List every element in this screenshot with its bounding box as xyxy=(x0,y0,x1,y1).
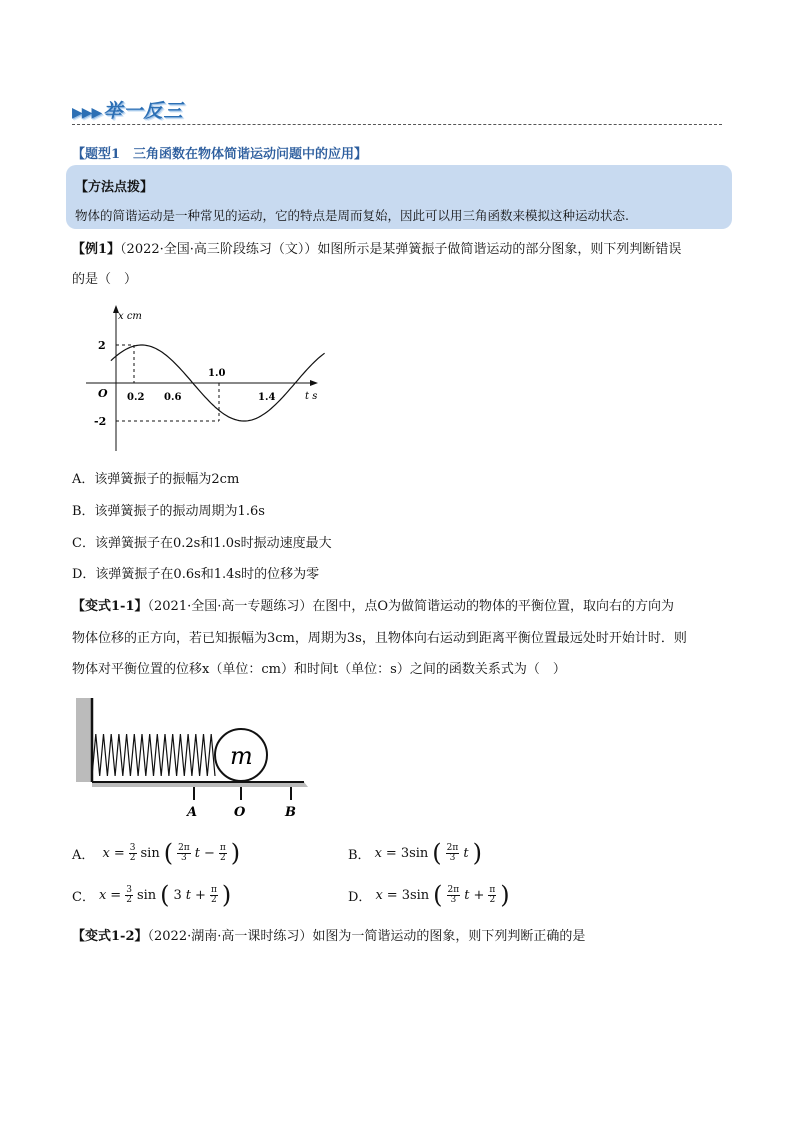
example1-text: （2022·全国·高三阶段练习（文））如图所示是某弹簧振子做简谐运动的部分图象，则下列判断错误 xyxy=(120,242,682,257)
sine-graph xyxy=(86,303,326,453)
example1-option-a: A．该弹簧振子的振幅为2cm xyxy=(72,472,240,487)
example1-option-c: C．该弹簧振子在0.2s和1.0s时振动速度最大 xyxy=(72,536,332,551)
section-banner xyxy=(72,96,183,123)
variant1-line3: 物体对平衡位置的位移x（单位：cm）和时间t（单位：s）之间的函数关系式为（ ） xyxy=(72,662,566,677)
variant1-option-b: B． x = 3sin ( $\frac{2\pi}{3}$ t ) xyxy=(348,839,482,867)
variant1-line2: 物体位移的正方向，若已知振幅为3cm，周期为3s，且物体向右运动到距离平衡位置最远处时开始计时．则 xyxy=(72,631,687,646)
triple-arrow-icon: ▶▶▶ xyxy=(72,105,102,121)
point-o-label: O xyxy=(234,805,246,820)
method-text: 物体的简谐运动是一种常见的运动，它的特点是周而复始，因此可以用三角函数来模拟这种运动状态. xyxy=(75,208,629,223)
spring-mass-figure xyxy=(72,692,312,822)
variant1-tag: 【变式1-1】 xyxy=(72,599,148,614)
example1-option-b: B．该弹簧振子的振动周期为1.6s xyxy=(72,504,265,519)
example1-tag: 【例1】 xyxy=(72,242,121,257)
method-title: 【方法点拨】 xyxy=(75,180,154,195)
y-axis-label: x cm xyxy=(118,311,142,322)
variant1-line1 xyxy=(72,597,674,617)
variant2-line xyxy=(72,927,585,947)
variant1-text1: （2021·全国·高一专题练习）在图中，点O为做简谐运动的物体的平衡位置，取向右的方向为 xyxy=(147,599,675,614)
topic-heading: 【题型1 三角函数在物体简谐运动问题中的应用】 xyxy=(72,147,368,162)
y-tick-pos: 2 xyxy=(98,339,106,352)
point-a-label: A xyxy=(187,805,198,820)
origin-label: O xyxy=(98,387,108,400)
x-tick-0.2: 0.2 xyxy=(127,392,145,403)
y-tick-neg: -2 xyxy=(94,415,107,428)
example1-line1 xyxy=(72,240,681,260)
dashed-divider xyxy=(72,124,722,125)
variant2-text: （2022·湖南·高一课时练习）如图为一简谐运动的图象，则下列判断正确的是 xyxy=(147,929,586,944)
variant1-option-d: D． x = 3sin ( $\frac{2\pi}{3}$ t + $\frac{\pi}{2}$ ) xyxy=(348,881,510,909)
x-axis-label: t s xyxy=(305,391,318,402)
x-tick-1.4: 1.4 xyxy=(258,392,276,403)
example1-line2: 的是（ ） xyxy=(72,272,138,287)
banner-title: 举一反三 xyxy=(103,100,184,122)
variant1-option-a: A． x = $\frac{3}{2}$ sin ( $\frac{2\pi}{3}$ t − $\frac{\pi}{2}$ ) xyxy=(72,839,241,867)
spring-coil xyxy=(92,734,215,776)
variant1-option-c: C． x = $\frac{3}{2}$ sin ( 3 t + $\frac{\pi}{2}$ ) xyxy=(72,881,232,909)
x-tick-0.6: 0.6 xyxy=(164,392,182,403)
point-b-label: B xyxy=(285,805,296,820)
x-tick-1.0: 1.0 xyxy=(208,368,226,379)
variant2-tag: 【变式1-2】 xyxy=(72,929,148,944)
mass-label: m xyxy=(230,742,253,770)
example1-option-d: D．该弹簧振子在0.6s和1.4s时的位移为零 xyxy=(72,567,320,582)
wall-shading xyxy=(76,698,92,782)
